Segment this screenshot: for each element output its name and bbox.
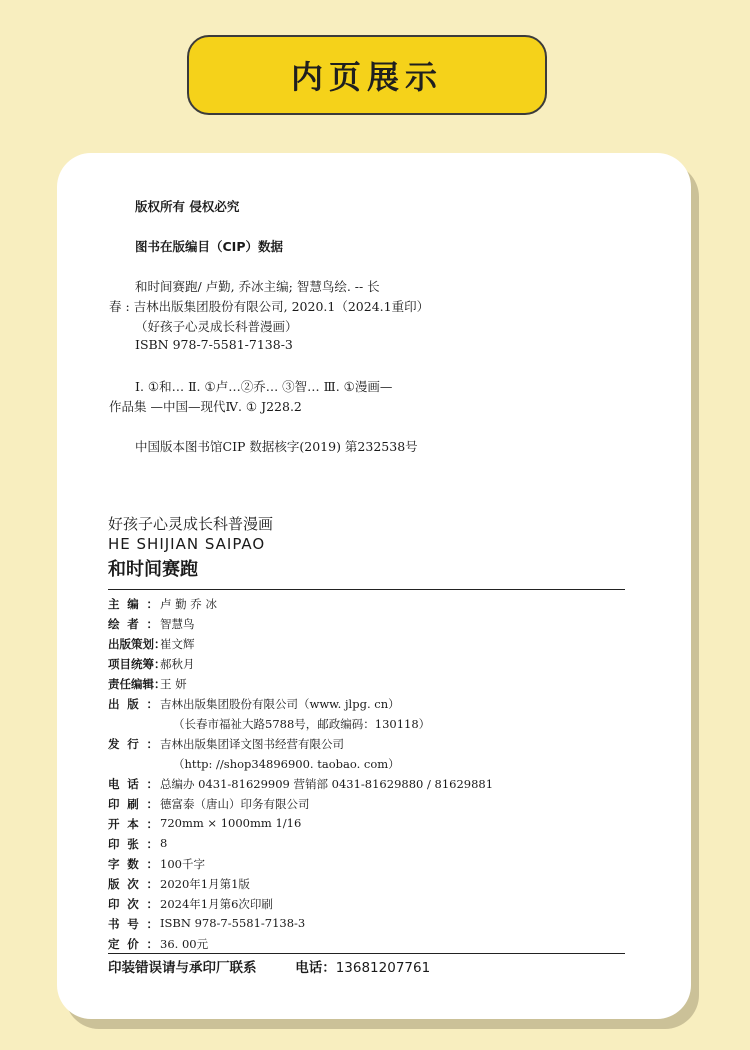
book-title: 和时间赛跑 [108,559,198,580]
phone-number: 13681207761 [335,960,431,976]
credit-value: ISBN 978-7-5581-7138-3 [160,916,306,930]
credit-label: 主编： [108,597,158,611]
credit-row [108,656,195,674]
credit-row [108,796,310,814]
cip-heading: 图书在版编目（CIP）数据 [135,239,283,254]
phone-label: 电话： [295,960,336,976]
credit-label: 发行： [108,737,158,751]
credit-row [108,916,305,934]
credit-row [108,736,344,754]
credit-label: 项目统筹： [108,657,166,671]
credit-label: 印刷： [108,797,158,811]
cip-line-7: 中国版本图书馆CIP 数据核字(2019) 第232538号 [135,439,418,454]
credit-value: 郝秋月 [160,657,195,671]
section-banner [187,35,547,115]
credit-value: 吉林出版集团股份有限公司（www. jlpg. cn） [160,697,400,711]
printer-phone [295,960,430,976]
cip-isbn: ISBN 978-7-5581-7138-3 [135,337,293,352]
credit-label: 字数： [108,857,158,871]
book-title-pinyin: HE SHIJIAN SAIPAO [108,535,266,553]
credit-value: 卢 勤 乔 冰 [160,597,217,611]
distributor-shop-url: （http: //shop34896900. taobao. com） [173,757,400,771]
credit-label: 责任编辑： [108,677,166,691]
credit-row [108,596,217,614]
credit-value: 100千字 [160,857,205,871]
credit-label: 定价： [108,937,158,951]
series-title: 好孩子心灵成长科普漫画 [108,515,274,533]
cip-line-2: 春 : 吉林出版集团股份有限公司, 2020.1（2024.1重印） [109,299,430,314]
credit-value: 2024年1月第6次印刷 [160,897,273,911]
cip-line-1: 和时间赛跑/ 卢勤, 乔冰主编; 智慧鸟绘. -- 长 [135,279,380,294]
banner-title: 内页展示 [290,58,443,96]
cip-line-3: （好孩子心灵成长科普漫画） [135,319,298,334]
credit-label: 开本： [108,817,158,831]
credit-value: 德富泰（唐山）印务有限公司 [160,797,310,811]
credit-value: 36. 00元 [160,937,209,951]
credit-row [108,696,400,714]
credit-value: 智慧鸟 [160,617,195,631]
credit-label: 印张： [108,837,158,851]
credit-label: 出版： [108,697,158,711]
top-divider [108,589,625,590]
credit-value: 崔文辉 [160,637,195,651]
credit-label: 出版策划： [108,637,166,651]
credit-row [108,776,493,794]
credit-label: 版次： [108,877,158,891]
credit-row [108,896,273,914]
print-error-notice [108,956,430,976]
credit-label: 印次： [108,897,158,911]
credit-row [108,616,195,634]
credit-row [108,836,167,854]
publisher-address: （长春市福祉大路5788号，邮政编码：130118） [173,717,431,731]
credit-value: 王 妍 [160,677,187,691]
print-error-text: 印装错误请与承印厂联系 [108,960,257,976]
credit-value: 2020年1月第1版 [160,877,250,891]
cip-line-6: 作品集 —中国—现代Ⅳ. ① J228.2 [109,399,302,414]
credit-label: 书号： [108,917,158,931]
credit-row [108,936,208,954]
credit-label: 绘者： [108,617,158,631]
bottom-divider [108,953,625,954]
credit-row [108,636,195,654]
credit-value: 总编办 0431-81629909 营销部 0431-81629880 / 81629881 [160,777,494,791]
credit-value: 720mm × 1000mm 1/16 [160,816,302,830]
credit-row [108,816,301,834]
credit-row [108,856,205,874]
credit-value: 吉林出版集团译文图书经营有限公司 [160,737,344,751]
credit-row [108,676,187,694]
cip-line-5: Ⅰ. ①和… Ⅱ. ①卢…②乔… ③智… Ⅲ. ①漫画— [135,379,393,394]
credit-label: 电话： [108,777,158,791]
copyright-notice: 版权所有 侵权必究 [135,199,240,214]
credit-value: 8 [160,836,168,850]
credit-row [108,876,250,894]
